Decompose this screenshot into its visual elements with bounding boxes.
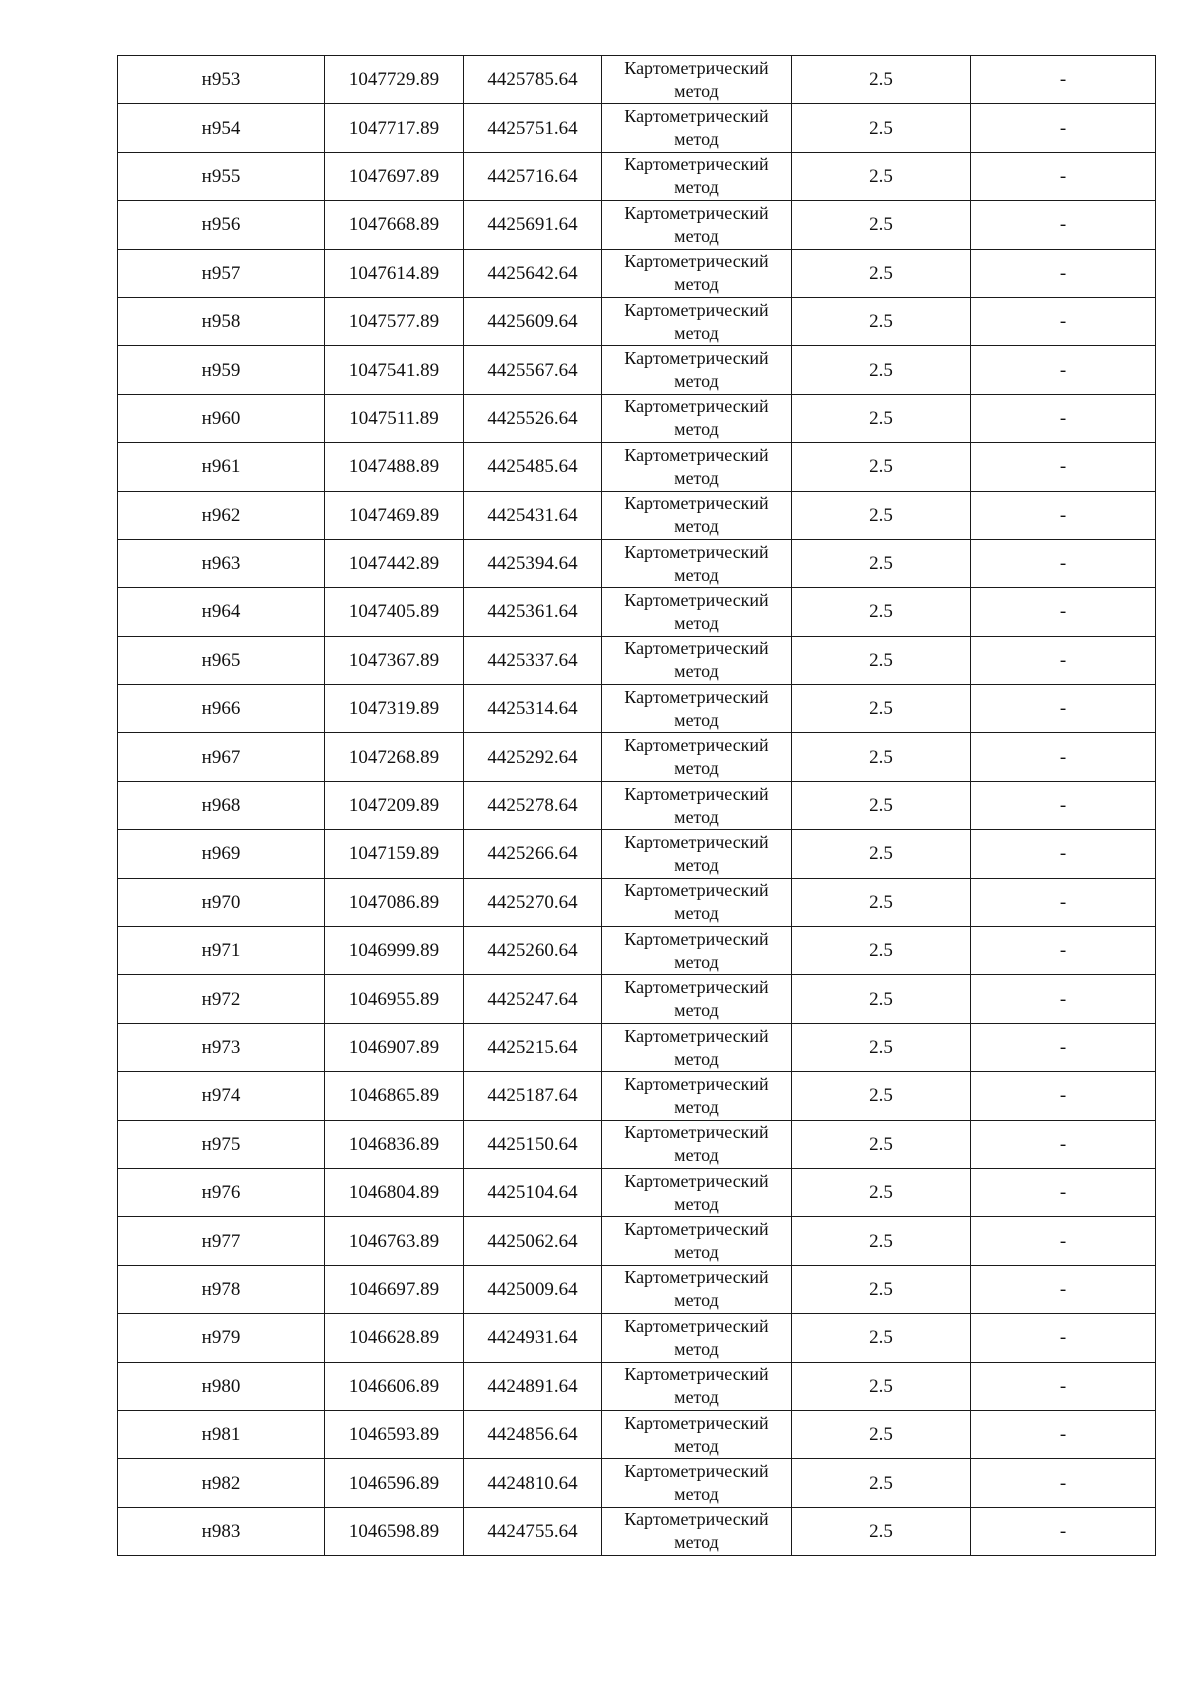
note-cell: -: [971, 346, 1156, 394]
table-row: [118, 927, 1156, 975]
precision-cell: 2.5: [792, 1265, 971, 1313]
y-coordinate-cell: 4424856.64: [464, 1410, 602, 1458]
table-row: [118, 588, 1156, 636]
method-label-line-2: метод: [674, 1290, 719, 1311]
point-cell: н974: [118, 1072, 325, 1120]
precision-cell: 2.5: [792, 781, 971, 829]
note-cell: -: [971, 1168, 1156, 1216]
y-coordinate-cell: 4425751.64: [464, 104, 602, 152]
method-label-line-2: метод: [674, 467, 719, 488]
table-row: [118, 104, 1156, 152]
precision-cell: 2.5: [792, 927, 971, 975]
point-cell: н955: [118, 152, 325, 200]
method-label-line-1: Картометрический: [624, 977, 769, 998]
precision-cell: 2.5: [792, 878, 971, 926]
method-label-line-2: метод: [674, 1338, 719, 1359]
y-coordinate-cell: 4425485.64: [464, 443, 602, 491]
coordinates-table: [117, 55, 1156, 1556]
note-cell: -: [971, 104, 1156, 152]
point-cell: н964: [118, 588, 325, 636]
x-coordinate-cell: 1046955.89: [325, 975, 464, 1023]
y-coordinate-cell: 4425260.64: [464, 927, 602, 975]
method-label-line-2: метод: [674, 661, 719, 682]
precision-cell: 2.5: [792, 1120, 971, 1168]
method-label-line-1: Картометрический: [624, 396, 769, 417]
method-label-line-2: метод: [674, 129, 719, 150]
point-cell: н977: [118, 1217, 325, 1265]
note-cell: -: [971, 201, 1156, 249]
x-coordinate-cell: 1046606.89: [325, 1362, 464, 1410]
table-row: [118, 781, 1156, 829]
precision-cell: 2.5: [792, 1217, 971, 1265]
method-cell: [602, 443, 792, 491]
y-coordinate-cell: 4425526.64: [464, 394, 602, 442]
method-label-line-1: Картометрический: [624, 1509, 769, 1530]
note-cell: -: [971, 152, 1156, 200]
note-cell: -: [971, 56, 1156, 104]
method-label-line-1: Картометрический: [624, 589, 769, 610]
y-coordinate-cell: 4425337.64: [464, 636, 602, 684]
table-row: [118, 346, 1156, 394]
x-coordinate-cell: 1047717.89: [325, 104, 464, 152]
x-coordinate-cell: 1047469.89: [325, 491, 464, 539]
table-row: [118, 975, 1156, 1023]
precision-cell: 2.5: [792, 346, 971, 394]
table-row: [118, 539, 1156, 587]
method-label-line-2: метод: [674, 1145, 719, 1166]
method-label-line-2: метод: [674, 274, 719, 295]
method-cell: [602, 781, 792, 829]
precision-cell: 2.5: [792, 443, 971, 491]
table-row: [118, 1265, 1156, 1313]
x-coordinate-cell: 1046865.89: [325, 1072, 464, 1120]
precision-cell: 2.5: [792, 1459, 971, 1507]
precision-cell: 2.5: [792, 1168, 971, 1216]
method-label-line-2: метод: [674, 1096, 719, 1117]
precision-cell: 2.5: [792, 733, 971, 781]
point-cell: н978: [118, 1265, 325, 1313]
y-coordinate-cell: 4425642.64: [464, 249, 602, 297]
x-coordinate-cell: 1047729.89: [325, 56, 464, 104]
x-coordinate-cell: 1047511.89: [325, 394, 464, 442]
precision-cell: 2.5: [792, 152, 971, 200]
method-cell: [602, 1362, 792, 1410]
method-label-line-1: Картометрический: [624, 1219, 769, 1240]
method-cell: [602, 1410, 792, 1458]
method-label-line-2: метод: [674, 951, 719, 972]
point-cell: н966: [118, 685, 325, 733]
point-cell: н954: [118, 104, 325, 152]
method-cell: [602, 685, 792, 733]
note-cell: -: [971, 781, 1156, 829]
note-cell: -: [971, 685, 1156, 733]
x-coordinate-cell: 1046907.89: [325, 1023, 464, 1071]
method-cell: [602, 878, 792, 926]
point-cell: н953: [118, 56, 325, 104]
method-cell: [602, 733, 792, 781]
method-label-line-2: метод: [674, 1435, 719, 1456]
x-coordinate-cell: 1047159.89: [325, 830, 464, 878]
method-label-line-1: Картометрический: [624, 735, 769, 756]
method-cell: [602, 1120, 792, 1168]
precision-cell: 2.5: [792, 975, 971, 1023]
y-coordinate-cell: 4425247.64: [464, 975, 602, 1023]
y-coordinate-cell: 4425062.64: [464, 1217, 602, 1265]
point-cell: н957: [118, 249, 325, 297]
point-cell: н972: [118, 975, 325, 1023]
note-cell: -: [971, 733, 1156, 781]
method-cell: [602, 346, 792, 394]
y-coordinate-cell: 4425009.64: [464, 1265, 602, 1313]
note-cell: -: [971, 539, 1156, 587]
method-cell: [602, 830, 792, 878]
x-coordinate-cell: 1047577.89: [325, 297, 464, 345]
precision-cell: 2.5: [792, 830, 971, 878]
note-cell: -: [971, 394, 1156, 442]
table-row: [118, 1072, 1156, 1120]
table-row: [118, 491, 1156, 539]
x-coordinate-cell: 1047614.89: [325, 249, 464, 297]
method-label-line-2: метод: [674, 516, 719, 537]
table-row: [118, 636, 1156, 684]
table-row: [118, 297, 1156, 345]
x-coordinate-cell: 1046596.89: [325, 1459, 464, 1507]
method-label-line-1: Картометрический: [624, 202, 769, 223]
method-label-line-1: Картометрический: [624, 1315, 769, 1336]
method-label-line-1: Картометрический: [624, 1364, 769, 1385]
precision-cell: 2.5: [792, 1023, 971, 1071]
table-row: [118, 56, 1156, 104]
note-cell: -: [971, 491, 1156, 539]
precision-cell: 2.5: [792, 394, 971, 442]
method-cell: [602, 588, 792, 636]
method-cell: [602, 394, 792, 442]
note-cell: -: [971, 1120, 1156, 1168]
note-cell: -: [971, 297, 1156, 345]
note-cell: -: [971, 1072, 1156, 1120]
y-coordinate-cell: 4425314.64: [464, 685, 602, 733]
table-row: [118, 1120, 1156, 1168]
precision-cell: 2.5: [792, 685, 971, 733]
method-cell: [602, 1023, 792, 1071]
x-coordinate-cell: 1047405.89: [325, 588, 464, 636]
point-cell: н982: [118, 1459, 325, 1507]
note-cell: -: [971, 1362, 1156, 1410]
method-label-line-2: метод: [674, 1484, 719, 1505]
table-row: [118, 1507, 1156, 1555]
precision-cell: 2.5: [792, 636, 971, 684]
method-label-line-2: метод: [674, 854, 719, 875]
method-label-line-1: Картометрический: [624, 1170, 769, 1191]
point-cell: н980: [118, 1362, 325, 1410]
note-cell: -: [971, 443, 1156, 491]
x-coordinate-cell: 1047086.89: [325, 878, 464, 926]
method-label-line-1: Картометрический: [624, 57, 769, 78]
table-row: [118, 1362, 1156, 1410]
method-label-line-1: Картометрический: [624, 638, 769, 659]
method-cell: [602, 539, 792, 587]
note-cell: -: [971, 927, 1156, 975]
note-cell: -: [971, 1023, 1156, 1071]
table-row: [118, 443, 1156, 491]
x-coordinate-cell: 1046836.89: [325, 1120, 464, 1168]
method-label-line-2: метод: [674, 903, 719, 924]
method-cell: [602, 1265, 792, 1313]
table-row: [118, 394, 1156, 442]
method-cell: [602, 152, 792, 200]
point-cell: н971: [118, 927, 325, 975]
x-coordinate-cell: 1047442.89: [325, 539, 464, 587]
x-coordinate-cell: 1047268.89: [325, 733, 464, 781]
x-coordinate-cell: 1046763.89: [325, 1217, 464, 1265]
y-coordinate-cell: 4425278.64: [464, 781, 602, 829]
point-cell: н956: [118, 201, 325, 249]
table-row: [118, 830, 1156, 878]
coordinates-table-body: [118, 56, 1156, 1556]
x-coordinate-cell: 1047488.89: [325, 443, 464, 491]
y-coordinate-cell: 4424931.64: [464, 1314, 602, 1362]
point-cell: н969: [118, 830, 325, 878]
precision-cell: 2.5: [792, 1362, 971, 1410]
precision-cell: 2.5: [792, 1507, 971, 1555]
note-cell: -: [971, 975, 1156, 1023]
point-cell: н967: [118, 733, 325, 781]
method-label-line-1: Картометрический: [624, 831, 769, 852]
method-label-line-1: Картометрический: [624, 348, 769, 369]
method-label-line-2: метод: [674, 1532, 719, 1553]
method-label-line-1: Картометрический: [624, 686, 769, 707]
note-cell: -: [971, 1217, 1156, 1265]
x-coordinate-cell: 1046593.89: [325, 1410, 464, 1458]
y-coordinate-cell: 4425716.64: [464, 152, 602, 200]
y-coordinate-cell: 4425187.64: [464, 1072, 602, 1120]
point-cell: н961: [118, 443, 325, 491]
method-label-line-1: Картометрический: [624, 251, 769, 272]
y-coordinate-cell: 4425567.64: [464, 346, 602, 394]
point-cell: н975: [118, 1120, 325, 1168]
y-coordinate-cell: 4425266.64: [464, 830, 602, 878]
point-cell: н979: [118, 1314, 325, 1362]
x-coordinate-cell: 1046598.89: [325, 1507, 464, 1555]
method-label-line-2: метод: [674, 1048, 719, 1069]
method-cell: [602, 491, 792, 539]
precision-cell: 2.5: [792, 104, 971, 152]
precision-cell: 2.5: [792, 201, 971, 249]
note-cell: -: [971, 878, 1156, 926]
point-cell: н983: [118, 1507, 325, 1555]
method-cell: [602, 249, 792, 297]
note-cell: -: [971, 1314, 1156, 1362]
table-row: [118, 1168, 1156, 1216]
point-cell: н963: [118, 539, 325, 587]
precision-cell: 2.5: [792, 56, 971, 104]
method-label-line-2: метод: [674, 1242, 719, 1263]
point-cell: н981: [118, 1410, 325, 1458]
method-cell: [602, 1507, 792, 1555]
x-coordinate-cell: 1047697.89: [325, 152, 464, 200]
method-label-line-2: метод: [674, 225, 719, 246]
y-coordinate-cell: 4425215.64: [464, 1023, 602, 1071]
point-cell: н962: [118, 491, 325, 539]
precision-cell: 2.5: [792, 491, 971, 539]
note-cell: -: [971, 249, 1156, 297]
note-cell: -: [971, 1410, 1156, 1458]
y-coordinate-cell: 4425609.64: [464, 297, 602, 345]
method-cell: [602, 1072, 792, 1120]
method-label-line-1: Картометрический: [624, 154, 769, 175]
method-cell: [602, 636, 792, 684]
precision-cell: 2.5: [792, 588, 971, 636]
point-cell: н976: [118, 1168, 325, 1216]
table-row: [118, 249, 1156, 297]
point-cell: н960: [118, 394, 325, 442]
table-row: [118, 1459, 1156, 1507]
table-row: [118, 1023, 1156, 1071]
method-label-line-1: Картометрический: [624, 1267, 769, 1288]
method-label-line-2: метод: [674, 419, 719, 440]
note-cell: -: [971, 636, 1156, 684]
precision-cell: 2.5: [792, 297, 971, 345]
point-cell: н968: [118, 781, 325, 829]
y-coordinate-cell: 4425394.64: [464, 539, 602, 587]
method-label-line-2: метод: [674, 806, 719, 827]
method-label-line-2: метод: [674, 1000, 719, 1021]
point-cell: н959: [118, 346, 325, 394]
method-label-line-1: Картометрический: [624, 299, 769, 320]
method-cell: [602, 297, 792, 345]
method-label-line-2: метод: [674, 709, 719, 730]
method-label-line-2: метод: [674, 80, 719, 101]
method-label-line-1: Картометрический: [624, 783, 769, 804]
y-coordinate-cell: 4424810.64: [464, 1459, 602, 1507]
method-label-line-1: Картометрический: [624, 1412, 769, 1433]
method-label-line-1: Картометрический: [624, 541, 769, 562]
x-coordinate-cell: 1047668.89: [325, 201, 464, 249]
note-cell: -: [971, 1459, 1156, 1507]
precision-cell: 2.5: [792, 1410, 971, 1458]
method-cell: [602, 1168, 792, 1216]
method-cell: [602, 975, 792, 1023]
note-cell: -: [971, 1507, 1156, 1555]
method-cell: [602, 1314, 792, 1362]
method-label-line-2: метод: [674, 564, 719, 585]
x-coordinate-cell: 1047209.89: [325, 781, 464, 829]
y-coordinate-cell: 4425431.64: [464, 491, 602, 539]
method-label-line-1: Картометрический: [624, 1025, 769, 1046]
method-label-line-1: Картометрический: [624, 880, 769, 901]
x-coordinate-cell: 1046697.89: [325, 1265, 464, 1313]
y-coordinate-cell: 4425361.64: [464, 588, 602, 636]
method-label-line-1: Картометрический: [624, 493, 769, 514]
y-coordinate-cell: 4425270.64: [464, 878, 602, 926]
x-coordinate-cell: 1047319.89: [325, 685, 464, 733]
x-coordinate-cell: 1046804.89: [325, 1168, 464, 1216]
x-coordinate-cell: 1047541.89: [325, 346, 464, 394]
point-cell: н973: [118, 1023, 325, 1071]
y-coordinate-cell: 4424755.64: [464, 1507, 602, 1555]
precision-cell: 2.5: [792, 1072, 971, 1120]
method-label-line-2: метод: [674, 1193, 719, 1214]
point-cell: н965: [118, 636, 325, 684]
y-coordinate-cell: 4425292.64: [464, 733, 602, 781]
method-cell: [602, 201, 792, 249]
precision-cell: 2.5: [792, 1314, 971, 1362]
x-coordinate-cell: 1046999.89: [325, 927, 464, 975]
note-cell: -: [971, 1265, 1156, 1313]
method-cell: [602, 1217, 792, 1265]
method-label-line-1: Картометрический: [624, 1122, 769, 1143]
note-cell: -: [971, 830, 1156, 878]
table-row: [118, 1314, 1156, 1362]
method-label-line-2: метод: [674, 371, 719, 392]
method-label-line-2: метод: [674, 322, 719, 343]
note-cell: -: [971, 588, 1156, 636]
y-coordinate-cell: 4425691.64: [464, 201, 602, 249]
method-label-line-1: Картометрический: [624, 1073, 769, 1094]
x-coordinate-cell: 1046628.89: [325, 1314, 464, 1362]
table-row: [118, 152, 1156, 200]
point-cell: н970: [118, 878, 325, 926]
y-coordinate-cell: 4424891.64: [464, 1362, 602, 1410]
method-label-line-1: Картометрический: [624, 928, 769, 949]
table-row: [118, 733, 1156, 781]
method-label-line-1: Картометрический: [624, 106, 769, 127]
y-coordinate-cell: 4425785.64: [464, 56, 602, 104]
y-coordinate-cell: 4425150.64: [464, 1120, 602, 1168]
table-row: [118, 1410, 1156, 1458]
method-label-line-1: Картометрический: [624, 444, 769, 465]
method-label-line-2: метод: [674, 1387, 719, 1408]
table-row: [118, 201, 1156, 249]
y-coordinate-cell: 4425104.64: [464, 1168, 602, 1216]
method-cell: [602, 104, 792, 152]
method-label-line-2: метод: [674, 177, 719, 198]
method-cell: [602, 1459, 792, 1507]
method-label-line-1: Картометрический: [624, 1461, 769, 1482]
precision-cell: 2.5: [792, 249, 971, 297]
table-row: [118, 685, 1156, 733]
table-row: [118, 878, 1156, 926]
method-cell: [602, 927, 792, 975]
method-cell: [602, 56, 792, 104]
x-coordinate-cell: 1047367.89: [325, 636, 464, 684]
table-row: [118, 1217, 1156, 1265]
precision-cell: 2.5: [792, 539, 971, 587]
method-label-line-2: метод: [674, 612, 719, 633]
point-cell: н958: [118, 297, 325, 345]
method-label-line-2: метод: [674, 758, 719, 779]
